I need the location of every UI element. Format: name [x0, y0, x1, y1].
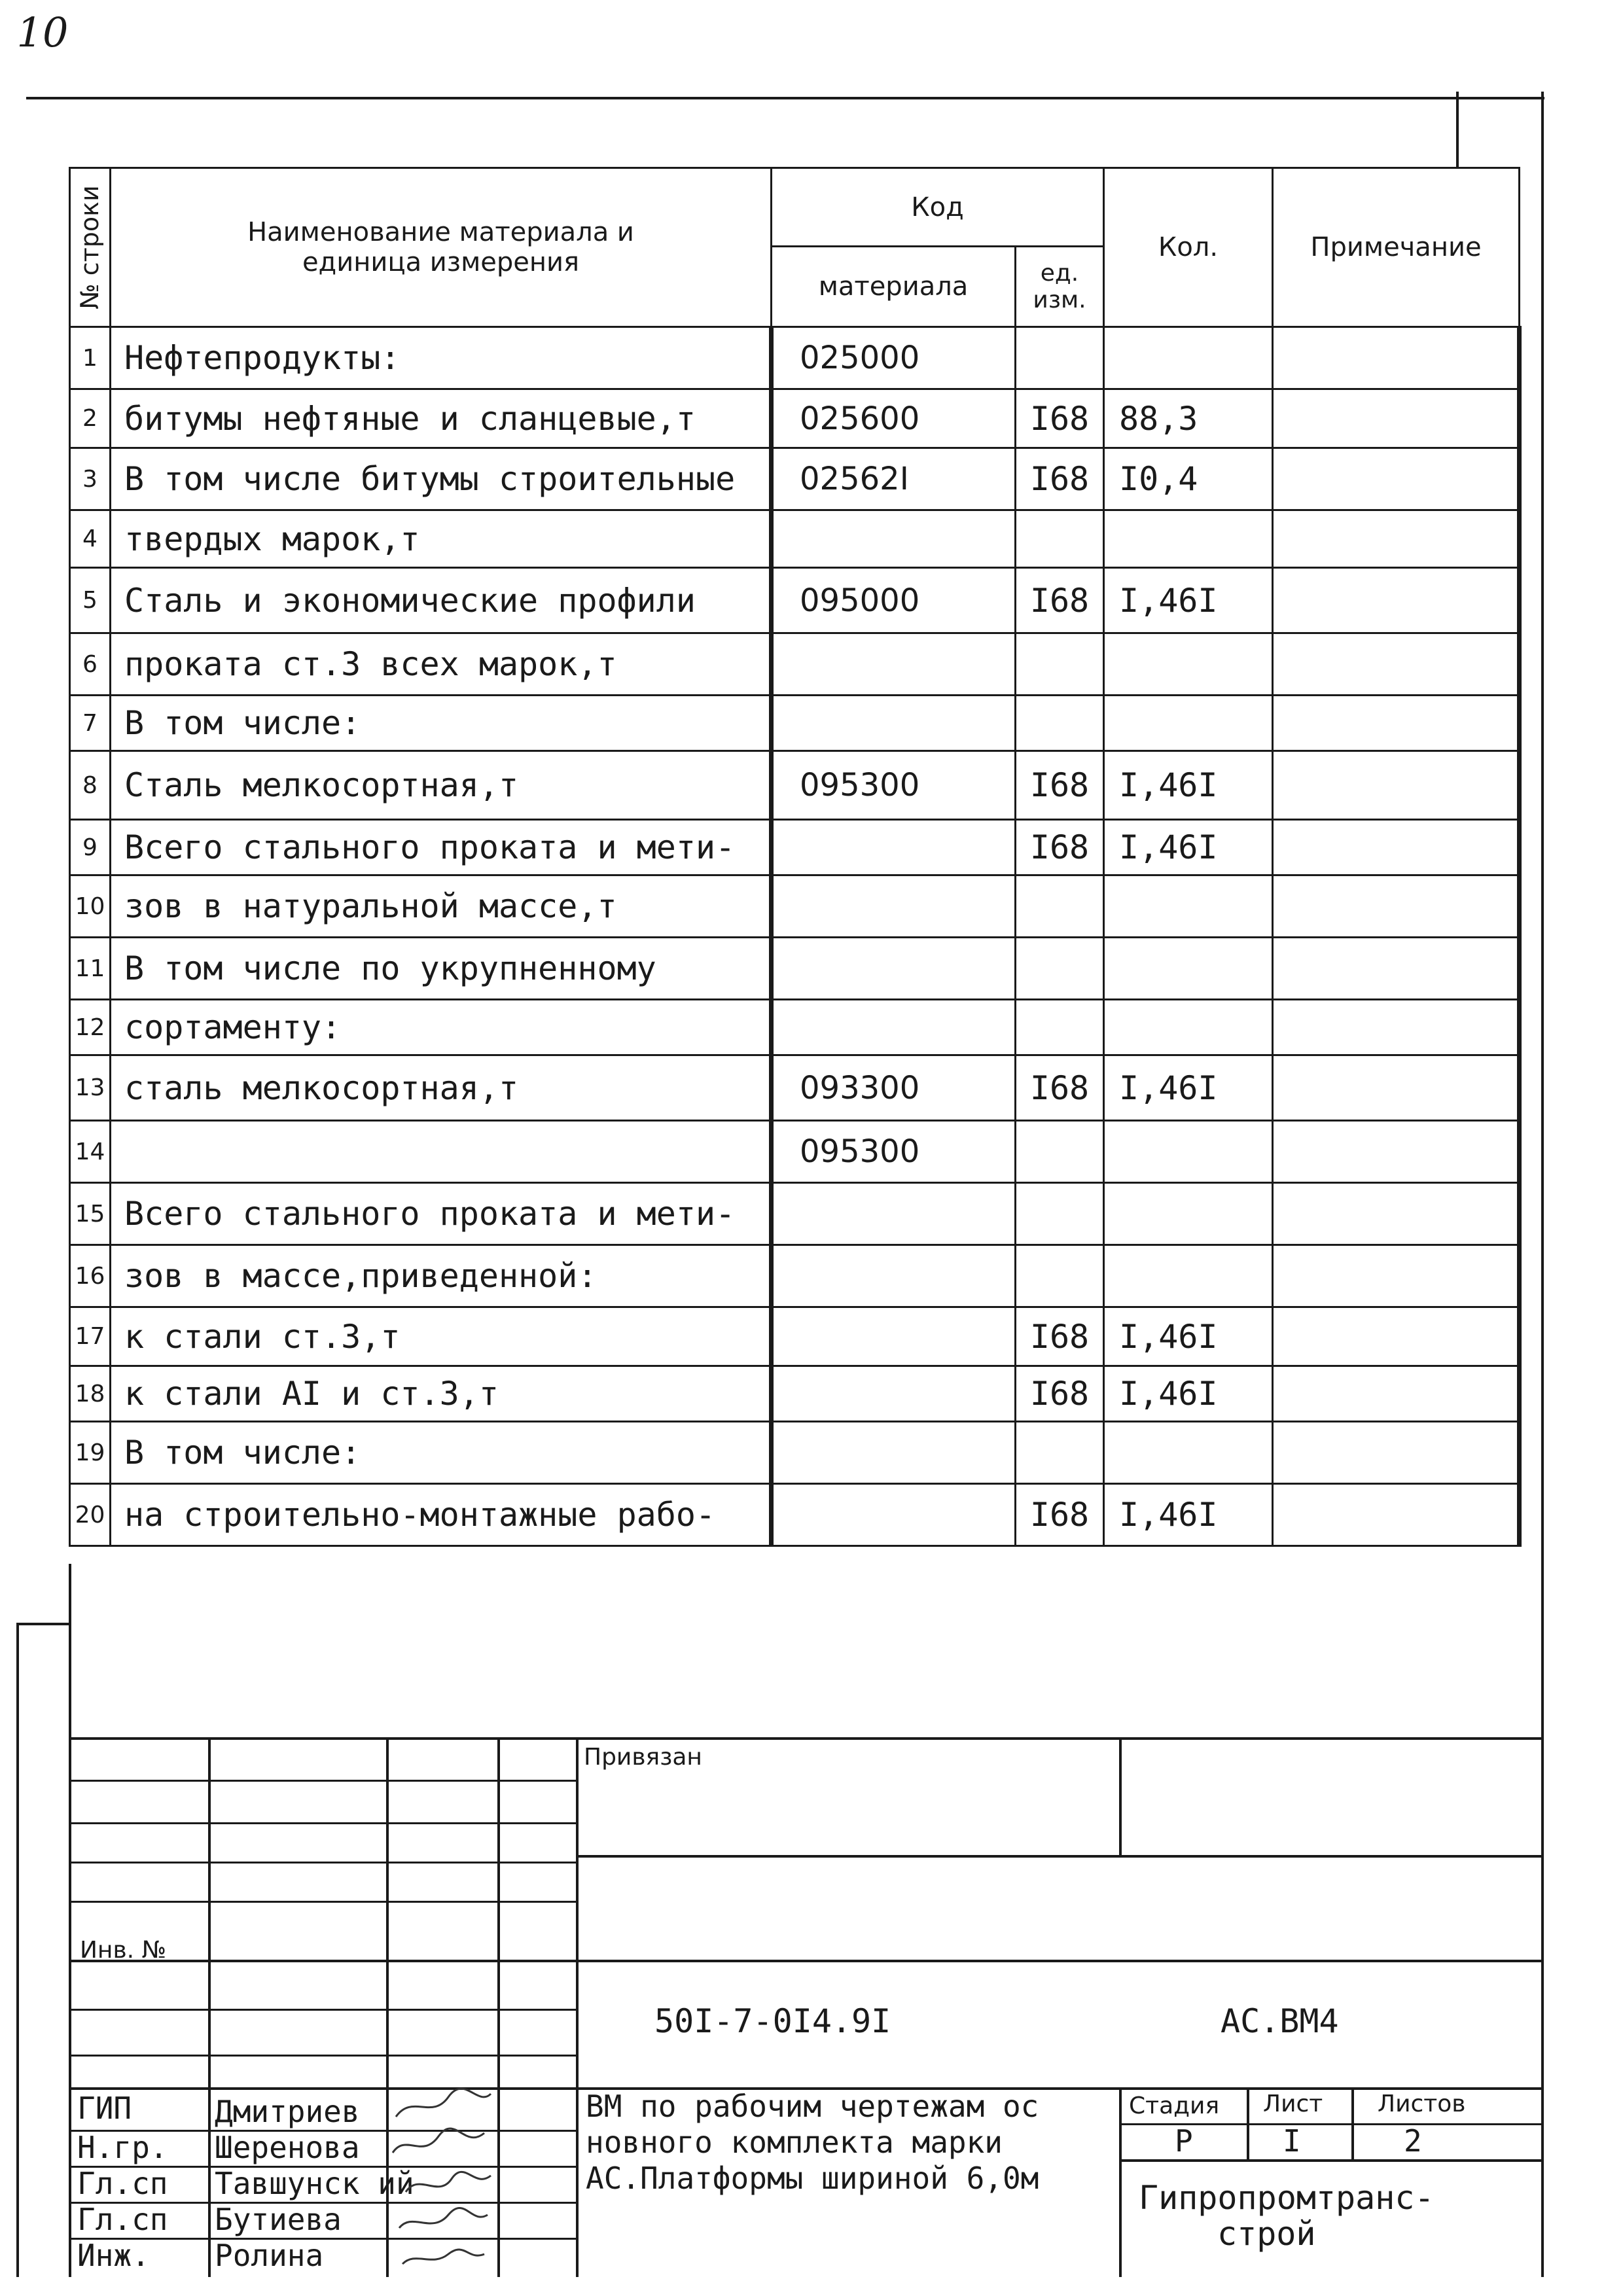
- header-quantity: Кол.: [1104, 168, 1273, 327]
- note: [1273, 1121, 1520, 1183]
- note: [1273, 1366, 1520, 1422]
- role-chief-specialist-2: Гл.сп: [77, 2202, 168, 2237]
- materials-table: [69, 167, 1522, 1547]
- row-number: 7: [70, 696, 111, 751]
- left-margin-strip-top: [16, 1623, 69, 1625]
- table-row: [70, 1484, 1520, 1546]
- material-name: Всего стального проката и мети-: [111, 820, 772, 875]
- quantity: [1104, 1121, 1273, 1183]
- quantity: [1104, 1422, 1273, 1484]
- unit-code: [1016, 1000, 1104, 1055]
- row-number: 5: [70, 568, 111, 633]
- material-name: зов в массе,приведенной:: [111, 1245, 772, 1307]
- material-name: Сталь мелкосортная,т: [111, 751, 772, 820]
- material-code: [772, 633, 1016, 696]
- material-name: битумы нефтяные и сланцевые,т: [111, 389, 772, 448]
- material-code: [772, 1000, 1016, 1055]
- quantity: I,46I: [1104, 1484, 1273, 1546]
- material-name: [111, 1121, 772, 1183]
- unit-code: I68: [1016, 568, 1104, 633]
- unit-code: I68: [1016, 448, 1104, 510]
- material-code: 095300: [772, 751, 1016, 820]
- stamp-grid-line: [576, 1855, 1541, 1858]
- material-code: [772, 820, 1016, 875]
- quantity: 88,3: [1104, 389, 1273, 448]
- quantity: [1104, 696, 1273, 751]
- table-row: [70, 820, 1520, 875]
- row-number: 2: [70, 389, 111, 448]
- unit-code: [1016, 1121, 1104, 1183]
- note: [1273, 1000, 1520, 1055]
- material-code: [772, 875, 1016, 938]
- inventory-number-label: Инв. №: [80, 1937, 167, 1964]
- note: [1273, 751, 1520, 820]
- stamp-grid-vline: [1119, 1737, 1122, 1855]
- row-number: 6: [70, 633, 111, 696]
- name-gip: Дмитриев: [215, 2094, 360, 2129]
- table-row: [70, 1121, 1520, 1183]
- stamp-grid-vline: [208, 1737, 211, 2277]
- table-row: [70, 327, 1520, 389]
- material-name: В том числе:: [111, 696, 772, 751]
- note: [1273, 938, 1520, 1000]
- unit-code: [1016, 696, 1104, 751]
- row-number: 20: [70, 1484, 111, 1546]
- table-row: [70, 938, 1520, 1000]
- quantity: [1104, 327, 1273, 389]
- row-number: 1: [70, 327, 111, 389]
- left-frame-line: [69, 1564, 71, 2277]
- right-frame-line: [1541, 92, 1544, 2277]
- material-code: [772, 696, 1016, 751]
- sheet-value: I: [1283, 2123, 1301, 2159]
- material-code: 025600: [772, 389, 1016, 448]
- material-code: 095300: [772, 1121, 1016, 1183]
- table-row: [70, 1245, 1520, 1307]
- table-row: [70, 1422, 1520, 1484]
- stamp-top-line: [69, 1737, 1541, 1740]
- header-material-name: Наименование материала и единица измерения: [111, 168, 772, 327]
- sheet-label: Лист: [1263, 2091, 1323, 2117]
- table-row: [70, 1307, 1520, 1366]
- row-number: 14: [70, 1121, 111, 1183]
- material-name: Всего стального проката и мети-: [111, 1183, 772, 1245]
- material-code: [772, 1484, 1016, 1546]
- stamp-grid-vline: [497, 1737, 500, 2277]
- quantity: [1104, 633, 1273, 696]
- organization-line-2: строй: [1217, 2215, 1316, 2253]
- material-name: В том числе:: [111, 1422, 772, 1484]
- role-engineer: Инж.: [77, 2238, 150, 2273]
- header-note: Примечание: [1273, 168, 1520, 327]
- material-code: 093300: [772, 1055, 1016, 1121]
- note: [1273, 696, 1520, 751]
- unit-code: I68: [1016, 1366, 1104, 1422]
- quantity: [1104, 875, 1273, 938]
- quantity: I,46I: [1104, 1307, 1273, 1366]
- table-row: [70, 1055, 1520, 1121]
- sheet-number: 10: [16, 9, 69, 56]
- table-row: [70, 875, 1520, 938]
- table-row: [70, 696, 1520, 751]
- note: [1273, 1245, 1520, 1307]
- role-group-head: Н.гр.: [77, 2130, 168, 2165]
- material-code: [772, 1307, 1016, 1366]
- table-row: [70, 448, 1520, 510]
- note: [1273, 327, 1520, 389]
- unit-code: [1016, 1183, 1104, 1245]
- table-row: [70, 1366, 1520, 1422]
- stage-value: Р: [1175, 2123, 1193, 2159]
- stamp-grid-vline: [576, 1737, 579, 2277]
- quantity: I,46I: [1104, 1366, 1273, 1422]
- sheets-label: Листов: [1378, 2091, 1466, 2117]
- table-row: [70, 510, 1520, 568]
- left-margin-strip: [16, 1623, 19, 2277]
- unit-code: [1016, 510, 1104, 568]
- row-number: 4: [70, 510, 111, 568]
- quantity: I,46I: [1104, 1055, 1273, 1121]
- note: [1273, 510, 1520, 568]
- quantity: I0,4: [1104, 448, 1273, 510]
- row-number: 16: [70, 1245, 111, 1307]
- organization-line-1: Гипропромтранс-: [1139, 2179, 1435, 2217]
- quantity: [1104, 1245, 1273, 1307]
- unit-code: [1016, 875, 1104, 938]
- stamp-grid-vline: [1247, 2087, 1249, 2159]
- quantity: [1104, 1000, 1273, 1055]
- stamp-grid-vline: [1351, 2087, 1354, 2159]
- quantity: [1104, 510, 1273, 568]
- unit-code: I68: [1016, 389, 1104, 448]
- note: [1273, 1307, 1520, 1366]
- stamp-grid-line: [1119, 2159, 1541, 2162]
- note: [1273, 1055, 1520, 1121]
- table-row: [70, 751, 1520, 820]
- quantity: [1104, 938, 1273, 1000]
- note: [1273, 875, 1520, 938]
- unit-code: [1016, 327, 1104, 389]
- stamp-grid-line: [69, 1960, 1541, 1962]
- note: [1273, 568, 1520, 633]
- unit-code: I68: [1016, 1055, 1104, 1121]
- row-number: 17: [70, 1307, 111, 1366]
- quantity: I,46I: [1104, 820, 1273, 875]
- material-name: В том числе битумы строительные: [111, 448, 772, 510]
- unit-code: [1016, 633, 1104, 696]
- material-name: Сталь и экономические профили: [111, 568, 772, 633]
- material-name: сортаменту:: [111, 1000, 772, 1055]
- note: [1273, 820, 1520, 875]
- unit-code: I68: [1016, 1484, 1104, 1546]
- quantity: I,46I: [1104, 568, 1273, 633]
- note: [1273, 1484, 1520, 1546]
- material-code: [772, 1183, 1016, 1245]
- sheets-value: 2: [1404, 2123, 1422, 2159]
- unit-code: [1016, 938, 1104, 1000]
- material-code: 02562I: [772, 448, 1016, 510]
- table-row: [70, 1183, 1520, 1245]
- unit-code: I68: [1016, 1307, 1104, 1366]
- note: [1273, 633, 1520, 696]
- material-name: твердых марок,т: [111, 510, 772, 568]
- linked-label: Привязан: [584, 1744, 702, 1771]
- name-chief-specialist-2: Бутиева: [215, 2202, 342, 2237]
- material-code: [772, 510, 1016, 568]
- unit-code: [1016, 1422, 1104, 1484]
- name-engineer: Ролина: [215, 2238, 324, 2273]
- row-number: 11: [70, 938, 111, 1000]
- unit-code: I68: [1016, 751, 1104, 820]
- header-row-number: № строки: [70, 168, 111, 327]
- row-number: 3: [70, 448, 111, 510]
- top-border-line: [26, 97, 1544, 99]
- material-code: [772, 938, 1016, 1000]
- table-row: [70, 389, 1520, 448]
- row-number: 8: [70, 751, 111, 820]
- material-name: зов в натуральной массе,т: [111, 875, 772, 938]
- note: [1273, 448, 1520, 510]
- header-code-unit: ед. изм.: [1016, 247, 1104, 327]
- document-title-line-1: ВМ по рабочим чертежам ос: [586, 2089, 1039, 2124]
- material-name: Нефтепродукты:: [111, 327, 772, 389]
- row-number: 13: [70, 1055, 111, 1121]
- signatures: [386, 2087, 497, 2277]
- quantity: [1104, 1183, 1273, 1245]
- header-code: Код: [772, 168, 1104, 247]
- row-number: 12: [70, 1000, 111, 1055]
- row-number: 9: [70, 820, 111, 875]
- row-number: 15: [70, 1183, 111, 1245]
- sheet-number-box-left: [1456, 92, 1459, 167]
- material-code: 095000: [772, 568, 1016, 633]
- name-chief-specialist-1: Тавшунск ий: [215, 2166, 414, 2201]
- note: [1273, 389, 1520, 448]
- note: [1273, 1422, 1520, 1484]
- document-code: 50I-7-0I4.9I: [654, 2002, 891, 2040]
- document-mark: АС.ВМ4: [1221, 2002, 1339, 2040]
- unit-code: [1016, 1245, 1104, 1307]
- row-number: 18: [70, 1366, 111, 1422]
- material-name: к стали АI и ст.3,т: [111, 1366, 772, 1422]
- material-name: на строительно-монтажные рабо-: [111, 1484, 772, 1546]
- material-code: 025000: [772, 327, 1016, 389]
- table-row: [70, 1000, 1520, 1055]
- material-name: сталь мелкосортная,т: [111, 1055, 772, 1121]
- note: [1273, 1183, 1520, 1245]
- table-row: [70, 568, 1520, 633]
- material-code: [772, 1366, 1016, 1422]
- material-name: проката ст.3 всех марок,т: [111, 633, 772, 696]
- material-name: к стали ст.3,т: [111, 1307, 772, 1366]
- stage-label: Стадия: [1129, 2093, 1220, 2119]
- row-number: 19: [70, 1422, 111, 1484]
- unit-code: I68: [1016, 820, 1104, 875]
- table-row: [70, 633, 1520, 696]
- role-chief-specialist-1: Гл.сп: [77, 2166, 168, 2201]
- document-title-line-3: АС.Платформы шириной 6,0м: [586, 2161, 1039, 2196]
- material-code: [772, 1245, 1016, 1307]
- row-number: 10: [70, 875, 111, 938]
- material-name: В том числе по укрупненному: [111, 938, 772, 1000]
- stamp-grid-vline: [1119, 2087, 1122, 2277]
- name-group-head: Шеренова: [215, 2130, 360, 2165]
- quantity: I,46I: [1104, 751, 1273, 820]
- document-title-line-2: новного комплекта марки: [586, 2125, 1003, 2160]
- role-gip: ГИП: [77, 2091, 132, 2126]
- material-code: [772, 1422, 1016, 1484]
- header-code-material: материала: [772, 247, 1016, 327]
